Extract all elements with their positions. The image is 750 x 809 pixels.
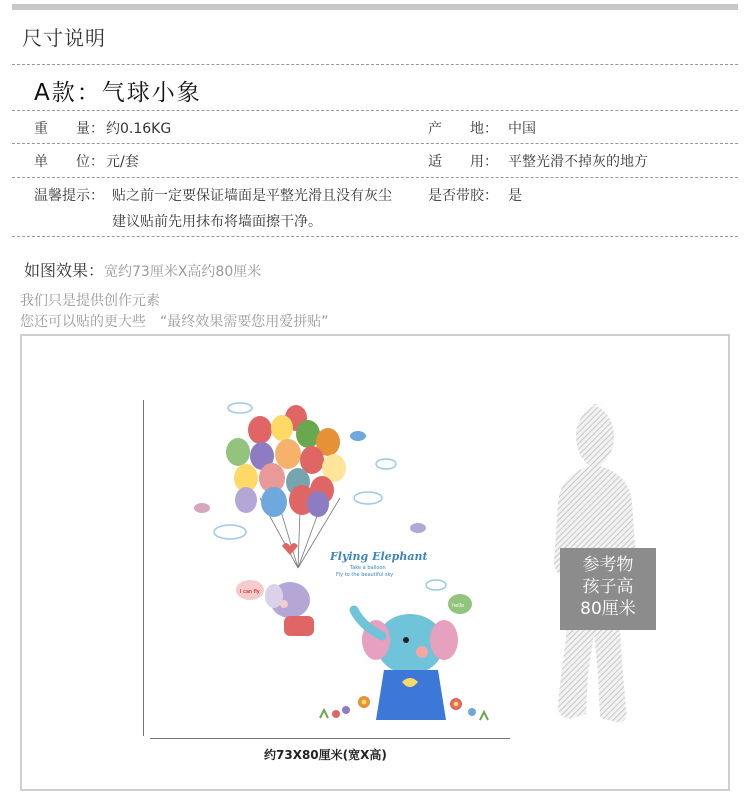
width-dimension-line: [150, 738, 510, 739]
speech-bubble-text: hello: [452, 603, 465, 609]
reference-label-box: [560, 548, 656, 630]
dashed-divider: [12, 110, 738, 111]
spec-value: 是: [508, 188, 522, 204]
spec-label: 产 地：: [428, 121, 498, 137]
spec-value: 元/套: [106, 154, 139, 170]
spec-unit: [34, 151, 139, 171]
spec-label: 单 位：: [34, 154, 104, 170]
speech-bubble-text: I can fly: [240, 589, 260, 595]
wall-sticker-illustration: [150, 398, 510, 734]
dashed-divider: [12, 64, 738, 65]
illustration-subtitle: Fly to the beautiful sky: [336, 572, 394, 578]
effect-label: 如图效果：: [24, 261, 105, 280]
illustration-title: Flying Elephant: [330, 550, 428, 563]
spec-label: 温馨提示：: [34, 188, 104, 204]
effect-size: 宽约73厘米X高约80厘米: [104, 264, 262, 280]
spec-weight: [34, 118, 171, 138]
spec-value: 约0.16KG: [106, 121, 172, 137]
spec-label: 适 用：: [428, 154, 498, 170]
dashed-divider: [12, 177, 738, 178]
spec-value: 中国: [508, 121, 536, 137]
spec-glue: [428, 185, 522, 205]
dashed-divider: [12, 236, 738, 237]
spec-tip: [34, 185, 392, 205]
spec-label: 重 量：: [34, 121, 104, 137]
section-title: 尺寸说明: [22, 26, 106, 50]
note-line: 我们只是提供创作元素: [20, 293, 160, 309]
reference-line: 孩子高: [582, 577, 634, 597]
spec-tip-continued: 建议贴前先用抹布将墙面擦干净。: [112, 214, 322, 230]
size-caption: 约73X80厘米(宽X高): [264, 748, 387, 762]
reference-line: 参考物: [582, 555, 634, 575]
spec-use: [428, 151, 648, 171]
spec-value: 贴之前一定要保证墙面是平整光滑且没有灰尘: [112, 188, 392, 204]
effect-heading: [24, 258, 261, 281]
spec-value: 平整光滑不掉灰的地方: [508, 154, 648, 170]
height-dimension-line: [143, 400, 144, 736]
reference-line: 80厘米: [580, 599, 636, 619]
note-line: 您还可以贴的更大些 “最终效果需要您用爱拼贴”: [20, 314, 329, 330]
spec-label: 是否带胶：: [428, 188, 498, 204]
spec-origin: [428, 118, 536, 138]
product-name: A款：气球小象: [34, 80, 202, 106]
illustration-subtitle: Take a balloon: [350, 565, 386, 571]
dashed-divider: [12, 143, 738, 144]
top-divider-bar: [12, 4, 738, 10]
